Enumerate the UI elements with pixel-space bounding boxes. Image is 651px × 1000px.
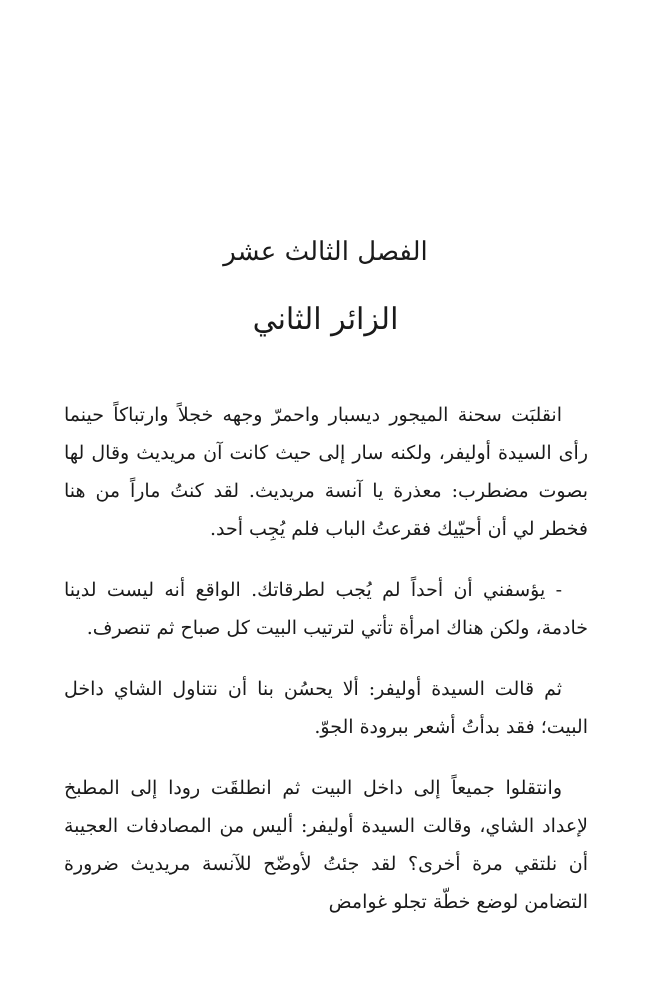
paragraph: - يؤسفني أن أحداً لم يُجب لطرقاتك. الواقع أنه ليست لدينا خادمة، ولكن هناك امرأة تأتي لترتيب البيت كل صباح ثم تنصرف.: [64, 579, 588, 639]
paragraph: انقلبَت سحنة الميجور ديسبار واحمرّ وجهه خجلاً وارتباكاً حينما رأى السيدة أوليفر، ولكنه سار إلى حيث كانت آن مريديث وقال لها بصوت مضطرب: معذرة يا آنسة مريديث. لقد كنتُ ماراً من هنا فخطر لي أن أحيّيك فقرعتُ الباب فلم يُجِب أحد.: [64, 404, 588, 540]
chapter-body: [64, 396, 588, 944]
paragraph: وانتقلوا جميعاً إلى داخل البيت ثم انطلقَت رودا إلى المطبخ لإعداد الشاي، وقالت السيدة أوليفر: أليس من المصادفات العجيبة أن نلتقي مرة أخرى؟ لقد جئتُ لأوضّح للآنسة مريديث ضرورة التضامن لوضع خطّة تجلو غوامض: [64, 777, 588, 913]
chapter-number: الفصل الثالث عشر: [223, 237, 428, 267]
paragraph: ثم قالت السيدة أوليفر: ألا يحسُن بنا أن نتناول الشاي داخل البيت؛ فقد بدأتُ أشعر ببرودة الجوّ.: [64, 678, 588, 738]
chapter-title: الزائر الثاني: [252, 302, 399, 337]
